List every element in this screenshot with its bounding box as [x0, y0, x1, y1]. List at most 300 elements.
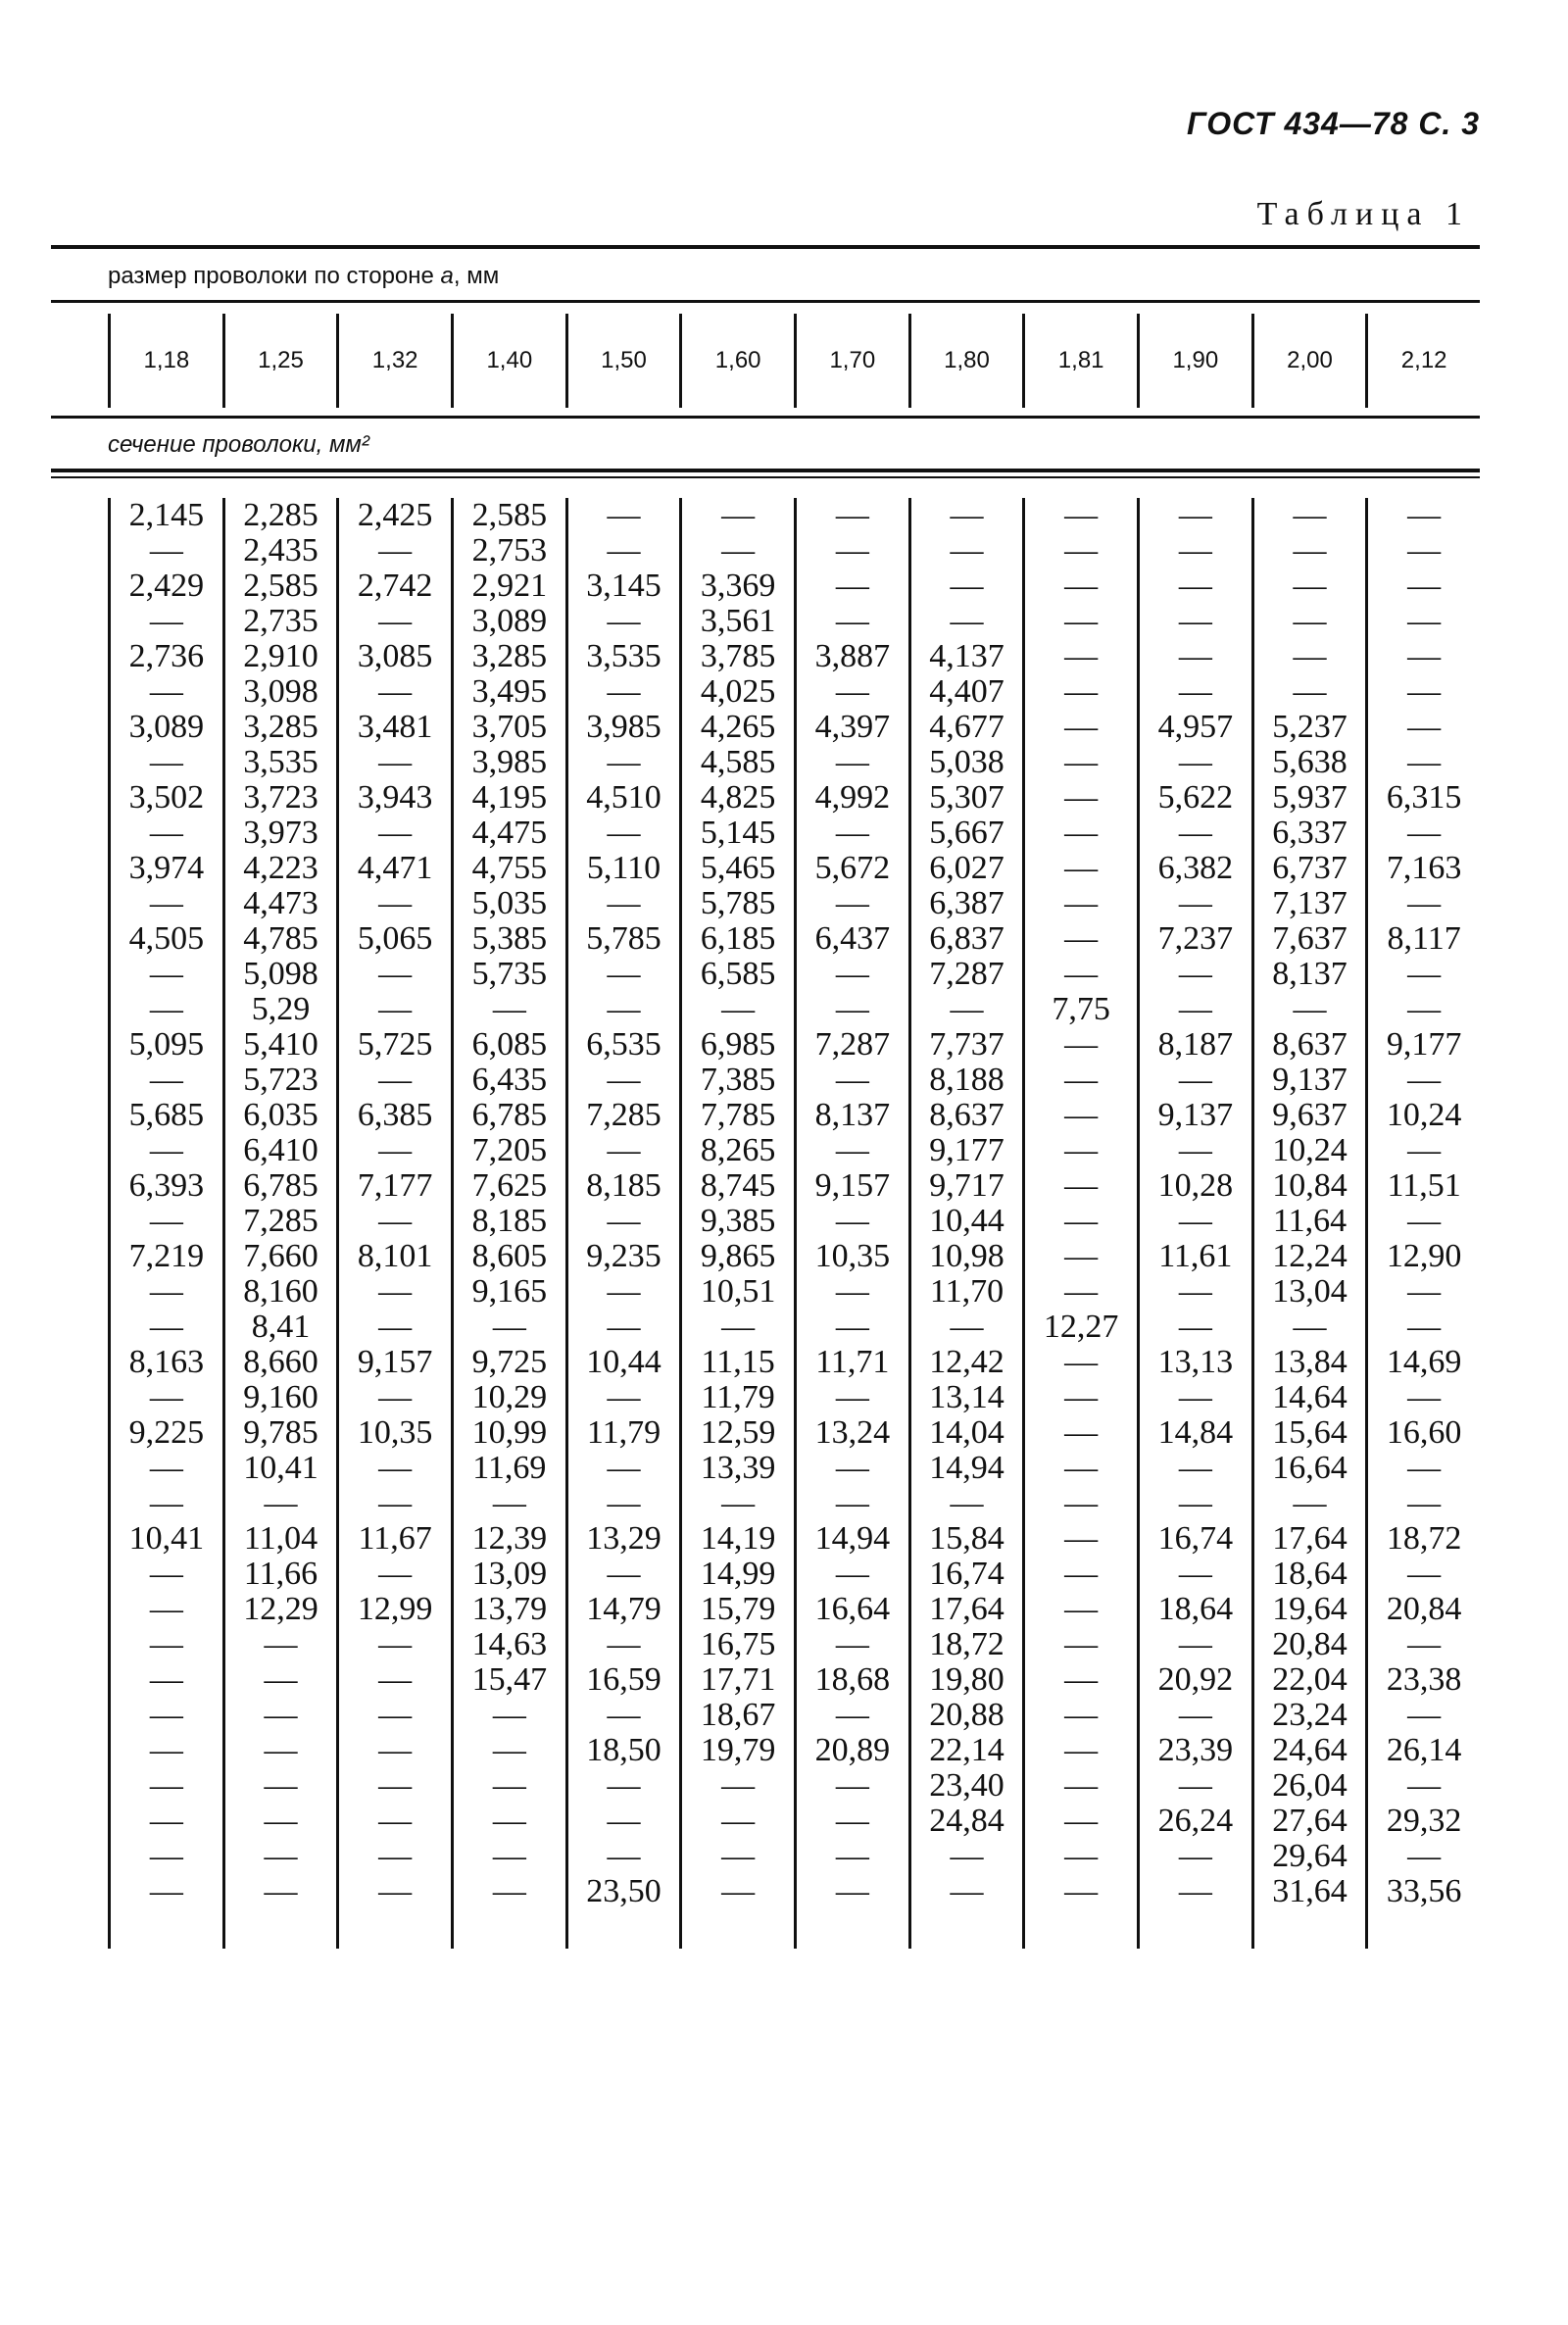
table-cell: —	[1178, 603, 1212, 639]
table-cell: 7,163	[1386, 850, 1462, 886]
table-cell: 13,29	[586, 1520, 662, 1557]
column-header: 1,60	[679, 314, 794, 408]
table-cell: —	[835, 532, 869, 569]
table-cell: 2,585	[243, 568, 318, 604]
table-cell: 5,723	[243, 1062, 318, 1098]
table-cell: 7,219	[128, 1238, 205, 1274]
table-cell: 13,04	[1272, 1273, 1348, 1310]
table-cell: —	[1178, 1767, 1212, 1804]
table-cell: 5,095	[128, 1026, 205, 1063]
column-header: 1,90	[1137, 314, 1251, 408]
table-cell: —	[607, 1626, 641, 1662]
table-cell: 10,24	[1272, 1132, 1348, 1168]
table-cell: 4,992	[814, 779, 891, 816]
table-cell: —	[835, 1132, 869, 1168]
table-cell: —	[149, 1556, 183, 1592]
table-cell: —	[721, 1838, 756, 1874]
table-cell: —	[1407, 991, 1442, 1027]
size-caption	[108, 263, 499, 290]
table-cell: —	[378, 744, 413, 780]
table-cell: —	[378, 1661, 413, 1698]
table-cell: —	[950, 532, 984, 569]
table-cell: 16,64	[1272, 1450, 1348, 1486]
table-cell: 6,027	[929, 850, 1004, 886]
table-cell: —	[492, 1485, 526, 1521]
table-cell: 12,59	[700, 1414, 776, 1451]
table-cell: —	[1064, 1238, 1099, 1274]
table-cell: 9,165	[471, 1273, 548, 1310]
table-cell: —	[835, 1767, 869, 1804]
table-cell: —	[607, 1556, 641, 1592]
table-cell: —	[1064, 1344, 1099, 1380]
table-cell: —	[378, 1309, 413, 1345]
size-caption-label: размер проволоки по стороне	[108, 263, 434, 289]
table-cell: —	[1178, 1450, 1212, 1486]
table-cell: —	[1293, 673, 1327, 710]
table-cell: —	[1293, 1309, 1327, 1345]
table-cell: 9,637	[1272, 1097, 1348, 1133]
table-cell: 19,79	[700, 1732, 776, 1768]
table-cell: —	[149, 1591, 183, 1627]
table-cell: 18,67	[700, 1697, 776, 1733]
table-cell: 27,64	[1272, 1803, 1348, 1839]
table-cell: —	[950, 1873, 984, 1909]
table-cell: —	[1407, 497, 1442, 533]
table-cell: —	[1407, 744, 1442, 780]
column-header: 1,81	[1022, 314, 1137, 408]
table-cell: 2,753	[471, 532, 548, 569]
table-cell: 14,19	[700, 1520, 776, 1557]
table-cell: —	[607, 673, 641, 710]
table-cell: 17,64	[1272, 1520, 1348, 1557]
table-cell: —	[1293, 497, 1327, 533]
table-cell: —	[1178, 1132, 1212, 1168]
table-cell: —	[950, 568, 984, 604]
table-cell: 3,369	[700, 568, 776, 604]
table-cell: —	[1064, 532, 1099, 569]
table-cell: —	[1407, 532, 1442, 569]
table-cell: —	[835, 1379, 869, 1415]
table-cell: —	[835, 673, 869, 710]
table-title: Таблица 1	[1256, 196, 1470, 232]
table-cell: 15,79	[700, 1591, 776, 1627]
table-cell: —	[950, 497, 984, 533]
table-cell: 5,110	[586, 850, 662, 886]
table-cell: —	[1293, 532, 1327, 569]
table-cell: —	[378, 1556, 413, 1592]
table-cell: —	[1178, 1556, 1212, 1592]
table-cell: —	[149, 1132, 183, 1168]
table-cell: 4,475	[471, 815, 548, 851]
table-cell: 13,84	[1272, 1344, 1348, 1380]
table-cell: —	[1407, 885, 1442, 921]
table-cell: 20,88	[929, 1697, 1004, 1733]
table-cell: —	[1178, 1062, 1212, 1098]
column-header: 2,12	[1365, 314, 1480, 408]
table-cell: 4,510	[586, 779, 662, 816]
table-cell: 7,625	[471, 1167, 548, 1204]
table-cell: —	[835, 603, 869, 639]
table-cell: 10,41	[243, 1450, 318, 1486]
table-cell: —	[1064, 638, 1099, 674]
table-cell: —	[378, 1062, 413, 1098]
table-cell: —	[1064, 1097, 1099, 1133]
table-cell: —	[378, 1379, 413, 1415]
table-cell: 26,24	[1157, 1803, 1234, 1839]
table-cell: —	[607, 815, 641, 851]
table-cell: —	[149, 1697, 183, 1733]
table-cell: —	[378, 815, 413, 851]
table-cell: —	[378, 956, 413, 992]
table-cell: 12,90	[1386, 1238, 1462, 1274]
table-cell: —	[149, 956, 183, 992]
table-cell: —	[1407, 815, 1442, 851]
table-cell: —	[149, 1450, 183, 1486]
table-cell: 4,265	[700, 709, 776, 745]
table-cell: 5,035	[471, 885, 548, 921]
table-cell: —	[607, 1203, 641, 1239]
table-cell: 4,407	[929, 673, 1004, 710]
table-cell: —	[835, 1556, 869, 1592]
table-cell: —	[721, 1873, 756, 1909]
table-cell: —	[149, 1485, 183, 1521]
table-cell: 7,177	[357, 1167, 433, 1204]
table-cell: 5,145	[700, 815, 776, 851]
table-cell: 11,70	[929, 1273, 1004, 1310]
table-cell: —	[835, 568, 869, 604]
table-cell: —	[1064, 1167, 1099, 1204]
table-cell: 8,187	[1157, 1026, 1234, 1063]
table-cell: 9,385	[700, 1203, 776, 1239]
table-cell: —	[607, 1309, 641, 1345]
value-column	[1022, 498, 1137, 1949]
table-cell: 4,137	[929, 638, 1004, 674]
table-cell: 6,385	[357, 1097, 433, 1133]
table-cell: —	[1407, 956, 1442, 992]
table-cell: —	[149, 1273, 183, 1310]
table-cell: —	[1407, 673, 1442, 710]
table-cell: —	[1407, 1697, 1442, 1733]
table-cell: 5,735	[471, 956, 548, 992]
table-cell: 9,235	[586, 1238, 662, 1274]
table-cell: 3,535	[243, 744, 318, 780]
table-cell: —	[607, 532, 641, 569]
table-cell: 8,188	[929, 1062, 1004, 1098]
table-cell: 23,40	[929, 1767, 1004, 1804]
table-cell: —	[378, 991, 413, 1027]
table-cell: —	[378, 1132, 413, 1168]
table-cell: —	[835, 991, 869, 1027]
table-cell: —	[149, 885, 183, 921]
table-cell: —	[149, 1203, 183, 1239]
table-cell: —	[721, 1485, 756, 1521]
table-cell: —	[1293, 568, 1327, 604]
table-cell: —	[1064, 1450, 1099, 1486]
table-cell: 3,705	[471, 709, 548, 745]
table-cell: 3,145	[586, 568, 662, 604]
table-cell: 13,39	[700, 1450, 776, 1486]
table-cell: —	[264, 1485, 298, 1521]
table-cell: 2,285	[243, 497, 318, 533]
header-top-rule	[51, 300, 1480, 303]
table-cell: —	[1064, 1626, 1099, 1662]
table-cell: —	[835, 885, 869, 921]
column-header: 1,50	[565, 314, 680, 408]
table-cell: 10,51	[700, 1273, 776, 1310]
table-cell: —	[1178, 568, 1212, 604]
table-cell: 19,80	[929, 1661, 1004, 1698]
table-cell: 2,435	[243, 532, 318, 569]
table-cell: —	[1064, 1661, 1099, 1698]
section-caption	[108, 431, 369, 459]
table-cell: —	[607, 956, 641, 992]
table-cell: 9,865	[700, 1238, 776, 1274]
table-cell: 14,84	[1157, 1414, 1234, 1451]
table-cell: 12,27	[1043, 1309, 1119, 1345]
table-cell: —	[721, 1767, 756, 1804]
table-cell: —	[264, 1873, 298, 1909]
size-caption-var: a	[440, 263, 454, 289]
table-cell: —	[721, 497, 756, 533]
table-cell: —	[149, 1767, 183, 1804]
table-cell: 24,84	[929, 1803, 1004, 1839]
table-cell: 5,307	[929, 779, 1004, 816]
table-cell: —	[1178, 1309, 1212, 1345]
table-cell: 11,64	[1272, 1203, 1348, 1239]
table-cell: —	[607, 1803, 641, 1839]
table-cell: 5,638	[1272, 744, 1348, 780]
table-cell: 7,205	[471, 1132, 548, 1168]
table-cell: 15,64	[1272, 1414, 1348, 1451]
table-cell: —	[378, 1203, 413, 1239]
table-cell: —	[378, 1732, 413, 1768]
table-cell: —	[1407, 638, 1442, 674]
table-cell: —	[835, 497, 869, 533]
table-cell: 10,35	[814, 1238, 891, 1274]
table-cell: —	[149, 744, 183, 780]
table-cell: —	[1064, 1273, 1099, 1310]
table-cell: 4,755	[471, 850, 548, 886]
table-cell: 3,098	[243, 673, 318, 710]
value-column	[1365, 498, 1480, 1949]
table-cell: —	[492, 1803, 526, 1839]
table-cell: 5,667	[929, 815, 1004, 851]
table-cell: —	[1064, 1697, 1099, 1733]
table-cell: 12,42	[929, 1344, 1004, 1380]
table-cell: —	[1064, 1556, 1099, 1592]
column-header: 1,80	[908, 314, 1023, 408]
table-cell: —	[149, 1309, 183, 1345]
table-cell: —	[1064, 1838, 1099, 1874]
table-cell: 8,185	[586, 1167, 662, 1204]
values-grid	[108, 498, 1480, 1949]
table-cell: 5,622	[1157, 779, 1234, 816]
table-cell: 6,185	[700, 920, 776, 957]
table-cell: 16,74	[929, 1556, 1004, 1592]
table-cell: 9,160	[243, 1379, 318, 1415]
table-cell: 14,63	[471, 1626, 548, 1662]
table-cell: 3,887	[814, 638, 891, 674]
table-cell: 6,535	[586, 1026, 662, 1063]
body-top-rule	[51, 469, 1480, 472]
header-bottom-rule	[51, 416, 1480, 419]
table-cell: 5,672	[814, 850, 891, 886]
body-top-rule-thin	[51, 476, 1480, 478]
table-cell: 11,15	[701, 1344, 775, 1380]
table-cell: 8,163	[128, 1344, 205, 1380]
table-cell: 8,637	[1272, 1026, 1348, 1063]
table-cell: —	[1178, 673, 1212, 710]
table-cell: 7,660	[243, 1238, 318, 1274]
table-cell: 7,737	[929, 1026, 1004, 1063]
table-cell: 18,64	[1272, 1556, 1348, 1592]
table-cell: 23,50	[586, 1873, 662, 1909]
table-cell: 4,585	[700, 744, 776, 780]
table-cell: 6,737	[1272, 850, 1348, 886]
table-cell: —	[835, 1803, 869, 1839]
table-cell: 7,785	[700, 1097, 776, 1133]
column-header-row	[108, 314, 1480, 408]
table-cell: 7,385	[700, 1062, 776, 1098]
table-cell: 2,145	[128, 497, 205, 533]
table-cell: —	[950, 991, 984, 1027]
table-cell: 16,75	[700, 1626, 776, 1662]
table-cell: —	[378, 885, 413, 921]
column-header: 1,70	[794, 314, 908, 408]
table-cell: 12,39	[471, 1520, 548, 1557]
value-column	[108, 498, 222, 1949]
table-cell: —	[378, 1767, 413, 1804]
table-cell: —	[1407, 1132, 1442, 1168]
table-cell: 9,177	[929, 1132, 1004, 1168]
table-cell: 3,089	[128, 709, 205, 745]
table-cell: 10,84	[1272, 1167, 1348, 1204]
table-cell: 5,237	[1272, 709, 1348, 745]
table-cell: 18,64	[1157, 1591, 1234, 1627]
table-cell: 2,910	[243, 638, 318, 674]
table-cell: 16,64	[814, 1591, 891, 1627]
table-cell: 7,237	[1157, 920, 1234, 957]
table-cell: —	[835, 1062, 869, 1098]
table-cell: 12,99	[357, 1591, 433, 1627]
table-cell: —	[149, 1379, 183, 1415]
table-cell: —	[149, 673, 183, 710]
table-cell: 16,60	[1386, 1414, 1462, 1451]
table-cell: —	[1064, 850, 1099, 886]
table-cell: —	[1064, 709, 1099, 745]
table-cell: 7,287	[929, 956, 1004, 992]
table-cell: 3,502	[128, 779, 205, 816]
table-cell: 11,04	[243, 1520, 318, 1557]
table-cell: 10,98	[929, 1238, 1004, 1274]
table-cell: 8,101	[357, 1238, 433, 1274]
table-cell: 4,195	[471, 779, 548, 816]
table-cell: —	[607, 991, 641, 1027]
table-cell: 6,410	[243, 1132, 318, 1168]
table-cell: —	[492, 1732, 526, 1768]
column-header: 1,40	[451, 314, 565, 408]
table-cell: —	[378, 1273, 413, 1310]
table-cell: 5,785	[586, 920, 662, 957]
table-cell: 9,137	[1157, 1097, 1234, 1133]
table-cell: —	[607, 1273, 641, 1310]
table-cell: 2,735	[243, 603, 318, 639]
column-header: 2,00	[1251, 314, 1366, 408]
table-cell: 10,28	[1157, 1167, 1234, 1204]
table-cell: —	[1064, 815, 1099, 851]
table-cell: 6,437	[814, 920, 891, 957]
table-cell: 13,24	[814, 1414, 891, 1451]
table-cell: —	[1064, 885, 1099, 921]
value-column	[222, 498, 337, 1949]
table-cell: —	[149, 532, 183, 569]
table-cell: 10,44	[929, 1203, 1004, 1239]
table-cell: —	[607, 1379, 641, 1415]
value-column	[336, 498, 451, 1949]
table-cell: 18,72	[1386, 1520, 1462, 1557]
table-cell: 16,59	[586, 1661, 662, 1698]
table-cell: 18,50	[586, 1732, 662, 1768]
table-cell: 3,085	[357, 638, 433, 674]
table-cell: —	[835, 956, 869, 992]
table-cell: —	[1407, 1062, 1442, 1098]
table-cell: 6,435	[471, 1062, 548, 1098]
table-cell: 6,837	[929, 920, 1004, 957]
table-cell: —	[1407, 1626, 1442, 1662]
table-cell: 3,723	[243, 779, 318, 816]
table-cell: 8,137	[814, 1097, 891, 1133]
table-cell: 7,285	[586, 1097, 662, 1133]
table-cell: 6,387	[929, 885, 1004, 921]
table-cell: 12,29	[243, 1591, 318, 1627]
value-column	[565, 498, 680, 1949]
table-cell: 4,957	[1157, 709, 1234, 745]
table-cell: —	[1178, 1626, 1212, 1662]
table-cell: —	[1064, 603, 1099, 639]
table-cell: 5,685	[128, 1097, 205, 1133]
table-cell: —	[264, 1803, 298, 1839]
table-cell: 15,84	[929, 1520, 1004, 1557]
table-cell: 14,69	[1386, 1344, 1462, 1380]
table-cell: 18,72	[929, 1626, 1004, 1662]
table-cell: —	[378, 1626, 413, 1662]
table-cell: 4,471	[357, 850, 433, 886]
table-cell: 2,429	[128, 568, 205, 604]
table-cell: —	[1407, 709, 1442, 745]
table-cell: —	[1064, 1062, 1099, 1098]
table-cell: —	[1064, 1732, 1099, 1768]
table-cell: 7,637	[1272, 920, 1348, 957]
table-cell: 11,71	[815, 1344, 890, 1380]
table-top-rule	[51, 245, 1480, 249]
table-cell: 20,84	[1272, 1626, 1348, 1662]
page-header: ГОСТ 434—78 С. 3	[1187, 106, 1480, 141]
table-cell: —	[1064, 497, 1099, 533]
table-cell: —	[835, 1873, 869, 1909]
table-cell: —	[1407, 603, 1442, 639]
table-cell: 5,065	[357, 920, 433, 957]
table-cell: 11,66	[243, 1556, 318, 1592]
table-cell: —	[607, 1485, 641, 1521]
table-cell: 11,51	[1387, 1167, 1461, 1204]
table-cell: 2,585	[471, 497, 548, 533]
table-cell: —	[378, 532, 413, 569]
table-cell: 3,974	[128, 850, 205, 886]
table-cell: 3,285	[471, 638, 548, 674]
table-cell: 5,725	[357, 1026, 433, 1063]
table-cell: 20,92	[1157, 1661, 1234, 1698]
table-cell: 4,025	[700, 673, 776, 710]
